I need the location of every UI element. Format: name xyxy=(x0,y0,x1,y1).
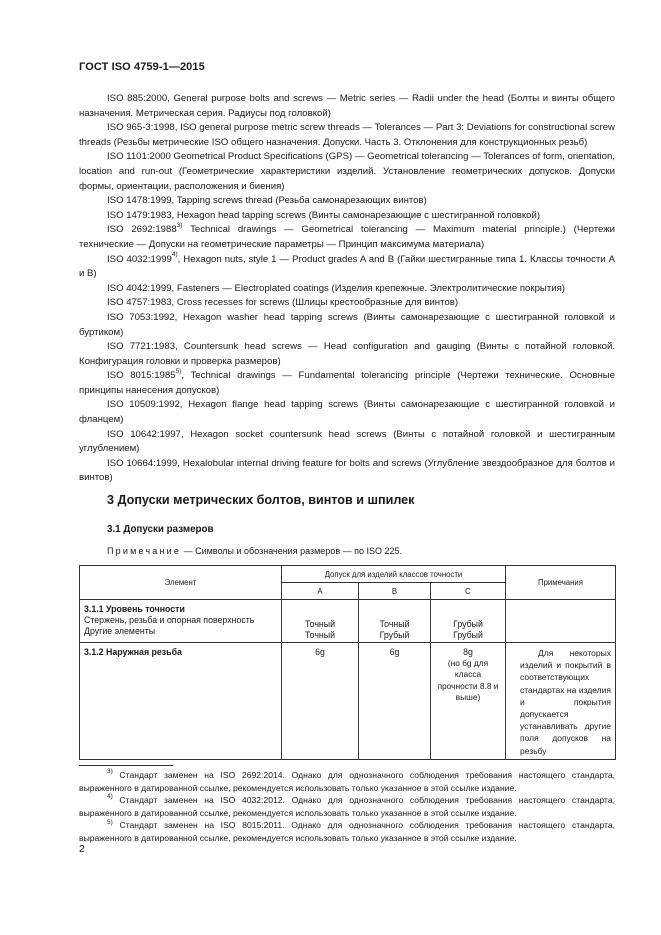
class-b-cell xyxy=(359,600,431,643)
note xyxy=(107,546,402,556)
reference-item: ISO 8015:1985$^{5)}$, Technical drawings — Fundamental tolerancing principle (Чертежи технические. Основные принципы нанесения допусков) xyxy=(79,368,615,396)
cell-value: 6g xyxy=(389,647,400,657)
cell-value: Точный xyxy=(304,630,336,641)
class-c-cell xyxy=(431,600,506,643)
reference-item: ISO 1101:2000 Geometrical Product Specifications (GPS) — Geometrical tolerancing — Tolerances of form, orientation, location and run-out (Геометрические характеристики изделий. Установление геометрических допусков. Допуски формы, ориентации, расположения и биения) xyxy=(79,151,615,192)
class-a-cell xyxy=(282,600,359,643)
remarks-cell xyxy=(506,600,616,643)
page-number: 2 xyxy=(79,843,85,855)
header-class-c: C xyxy=(431,583,506,600)
row-title: 3.1.2 Наружная резьба xyxy=(84,647,182,657)
note-text: — Символы и обозначения размеров — по ISO 225. xyxy=(181,546,403,556)
footnote-divider xyxy=(79,765,173,766)
cell-note: (но 6g для класса прочности 8.8 и выше) xyxy=(437,658,499,702)
reference-item: ISO 965-3:1998, ISO general purpose metric screw threads — Tolerances — Part 3: Deviations for constructional screw threads (Резьбы метрические ISO общего назначения. Допуски. Часть 3. Отклонения для конструкционных резьб) xyxy=(79,122,615,148)
reference-item: ISO 7053:1992, Hexagon washer head tapping screws (Винты самонарезающие с шестигранной головкой и буртиком) xyxy=(79,311,615,338)
reference-item: ISO 4032:1999$^{4)}$, Hexagon nuts, style 1 — Product grades A and B (Гайки шестигранные типа 1. Классы точности A и B) xyxy=(79,251,616,280)
footnote: $^{4)}$ Стандарт заменен на ISO 4032:2012. Однако для однозначного соблюдения требования настоящего стандарта, выраженного в датированной ссылке, рекомендуется использовать только указанное в этой ссылке издание. xyxy=(79,793,615,818)
reference-item: ISO 10509:1992, Hexagon flange head tapping screws (Винты самонарезающие с шестигранной головкой и фланцем) xyxy=(79,399,615,426)
remarks-cell xyxy=(506,643,616,760)
cell-value: Грубый xyxy=(379,630,410,641)
row-line: Стержень, резьба и опорная поверхность xyxy=(84,615,255,626)
cell-value: Грубый xyxy=(453,630,483,641)
document-header: ГОСТ ISO 4759-1—2015 xyxy=(79,61,205,73)
footnote: $^{3)}$ Стандарт заменен на ISO 2692:2014. Однако для однозначного соблюдения требования настоящего стандарта, выраженного в датированной ссылке, рекомендуется использовать только указанное в этой ссылке издание. xyxy=(79,768,615,793)
reference-item: ISO 4757:1983, Cross recesses for screws (Шлицы крестообразные для винтов) xyxy=(107,297,459,309)
header-element: Элемент xyxy=(80,566,282,600)
footnote: $^{5)}$ Стандарт заменен на ISO 8015:2011. Однако для однозначного соблюдения требования настоящего стандарта, выраженного в датированной ссылке, рекомендуется использовать только указанное в этой ссылке издание. xyxy=(79,818,615,843)
footnotes xyxy=(79,769,615,845)
cell-value: Точный xyxy=(379,619,410,629)
reference-item: ISO 885:2000, General purpose bolts and screws — Metric series — Radii under the head (Болты и винты общего назначения. Метрическая серия. Радиусы под головкой) xyxy=(79,93,615,119)
reference-item: ISO 7721:1983, Countersunk head screws — Head configuration and gauging (Винты с потайной головкой. Конфигурация головки и проверка размеров) xyxy=(79,341,615,367)
header-remarks: Примечания xyxy=(506,566,616,600)
header-class-a: A xyxy=(282,583,359,600)
row-element-cell xyxy=(80,643,282,760)
row-element-cell xyxy=(80,600,282,643)
reference-item: ISO 2692:1988$^{3)}$ Technical drawings — Geometrical tolerancing — Maximum material principle.) (Чертежи технические — Допуски на геометрические параметры — Принцип максимума материала) xyxy=(79,222,615,250)
class-c-cell xyxy=(431,643,506,760)
header-class-b: B xyxy=(359,583,431,600)
header-tolerance-group: Допуск для изделий классов точности xyxy=(282,566,506,583)
section-heading: 3 Допуски метрических болтов, винтов и шпилек xyxy=(107,493,415,507)
note-label: Примечание xyxy=(107,546,182,556)
reference-item: ISO 1478:1999, Tapping screws thread (Резьба самонарезающих винтов) xyxy=(107,195,427,207)
cell-value: 6g xyxy=(315,647,325,657)
cell-value: Точный xyxy=(304,619,336,629)
tolerance-table xyxy=(79,565,616,760)
row-title: 3.1.1 Уровень точности xyxy=(84,604,185,614)
reference-item: ISO 4042:1999, Fasteners — Electroplated coatings (Изделия крепежные. Электролитические покрытия) xyxy=(107,282,565,294)
normative-references xyxy=(79,92,615,486)
reference-item: ISO 10642:1997, Hexagon socket countersunk head screws (Винты с потайной головкой и шестигранным углублением) xyxy=(79,428,615,455)
class-b-cell xyxy=(359,643,431,760)
subsection-heading: 3.1 Допуски размеров xyxy=(107,524,214,535)
class-a-cell xyxy=(282,643,359,760)
row-line: Другие элементы xyxy=(84,626,156,637)
reference-item: ISO 1479:1983, Hexagon head tapping screws (Винты самонарезающие с шестигранной головкой) xyxy=(107,209,541,221)
table-row xyxy=(80,600,616,643)
reference-item: ISO 10664:1999, Hexalobular internal driving feature for bolts and screws (Углубление звездообразное для болтов и винтов) xyxy=(79,457,615,484)
table-row xyxy=(80,643,616,760)
remark-text: Для некоторых изделий и покрытий в соответствующих стандартах на изделия и покрытия допускается устанавливать другие поля допусков на резьбу xyxy=(520,648,611,756)
cell-value: Грубый xyxy=(453,619,483,629)
cell-value: 8g xyxy=(463,647,473,657)
